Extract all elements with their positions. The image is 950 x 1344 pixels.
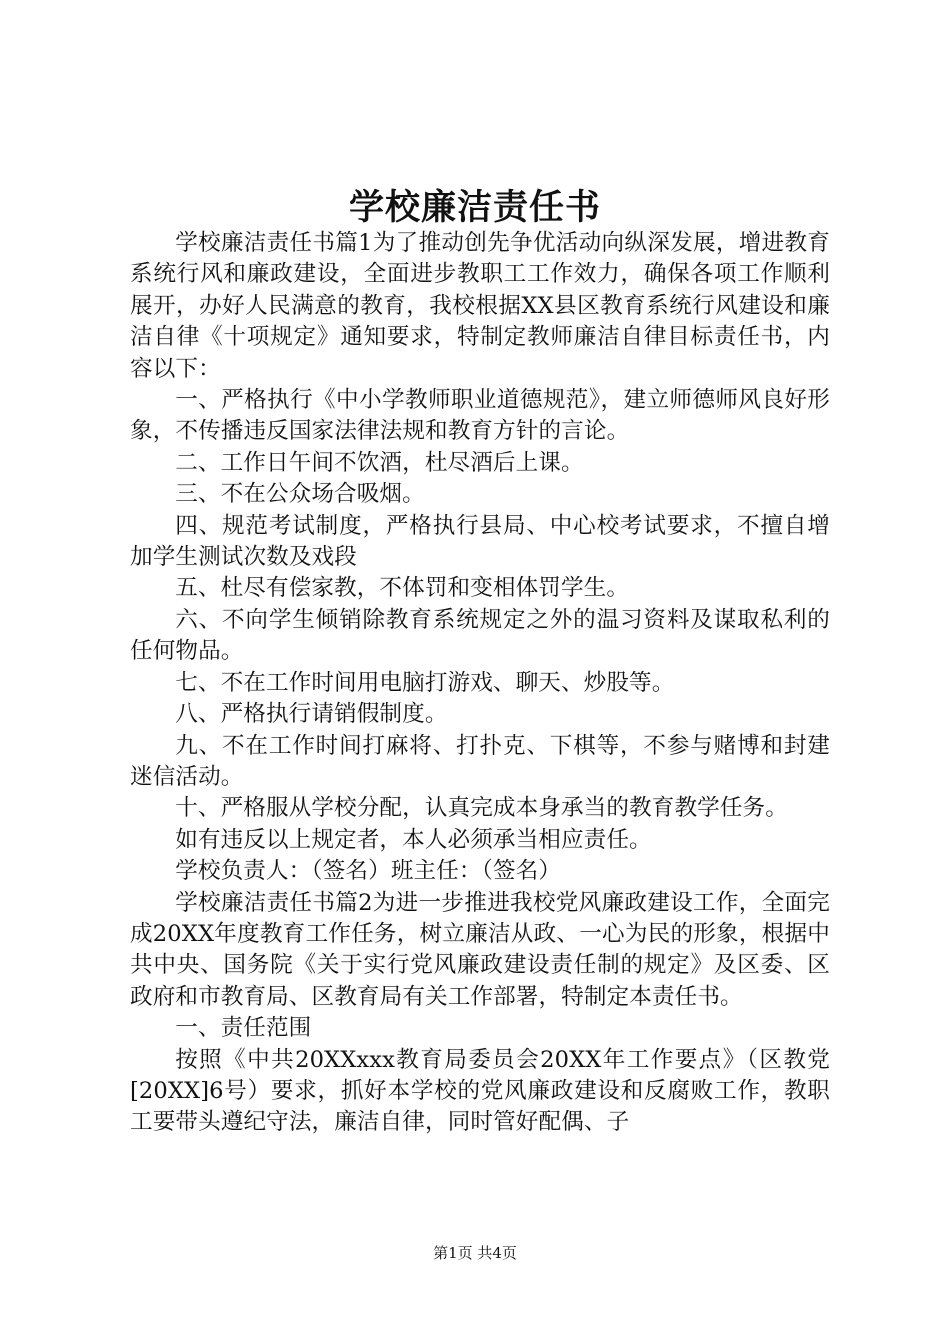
page-footer: 第1页 共4页	[433, 1244, 517, 1262]
section-heading: 一、责任范围	[175, 1015, 312, 1042]
paragraph: 九、不在工作时间打麻将、打扑克、下棋等，不参与赌博和封建迷信活动。	[130, 732, 830, 790]
paragraph: 八、严格执行请销假制度。	[175, 701, 448, 728]
paragraph: 二、工作日午间不饮酒，杜尽酒后上课。	[175, 449, 584, 476]
paragraph: 如有违反以上规定者，本人必须承当相应责任。	[175, 826, 652, 853]
paragraph: 四、规范考试制度，严格执行县局、中心校考试要求，不擅自增加学生测试次数及戏段	[130, 512, 830, 571]
paragraph: 一、严格执行《中小学教师职业道德规范》，建立师德师风良好形象，不传播违反国家法律法规和教育方针的言论。	[130, 387, 830, 445]
paragraph: 六、不向学生倾销除教育系统规定之外的温习资料及谋取私利的任何物品。	[130, 606, 830, 665]
document-title: 学校廉洁责任书	[348, 188, 601, 228]
signature-line: 学校负责人：（签名）班主任：（签名）	[175, 858, 562, 885]
paragraph: 学校廉洁责任书篇2为进一步推进我校党风廉政建设工作，全面完成20XX年度教育工作任务，树立廉洁从政、一心为民的形象，根据中共中央、国务院《关于实行党风廉政建设责任制的规定》及区委、区政府和市教育局、区教育局有关工作部署，特制定本责任书。	[130, 889, 830, 1010]
document-body	[130, 228, 830, 1139]
paragraph: 五、杜尽有偿家教，不体罚和变相体罚学生。	[175, 575, 630, 602]
paragraph: 学校廉洁责任书篇1为了推动创先争优活动向纵深发展，增进教育系统行风和廉政建设，全面进步教职工工作效力，确保各项工作顺利展开，办好人民满意的教育，我校根据XX县区教育系统行风建设和廉洁自律《十项规定》通知要求，特制定教师廉洁自律目标责任书，内容以下：	[130, 230, 830, 382]
paragraph: 七、不在工作时间用电脑打游戏、聊天、炒股等。	[175, 669, 675, 696]
paragraph: 十、严格服从学校分配，认真完成本身承当的教育教学任务。	[175, 795, 788, 822]
paragraph: 三、不在公众场合吸烟。	[175, 481, 425, 508]
paragraph: 按照《中共20XXxxx教育局委员会20XX年工作要点》（区教党[20XX]6号）要求，抓好本学校的党风廉政建设和反腐败工作，教职工要带头遵纪守法，廉洁自律，同时管好配偶、子	[130, 1046, 830, 1136]
